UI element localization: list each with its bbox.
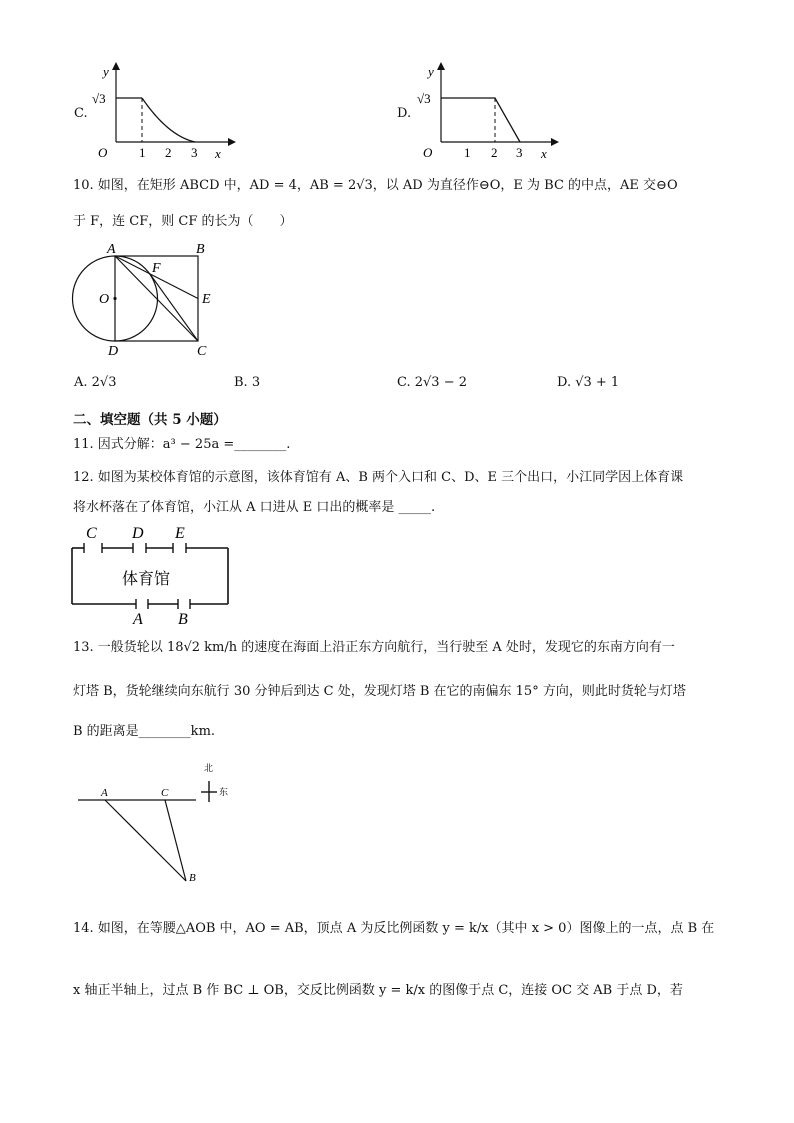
graph-c-x-tick-1: 1 xyxy=(139,145,146,160)
q10-figure xyxy=(66,238,226,360)
graph-d-origin: O xyxy=(423,145,433,160)
graph-d-y-label: y xyxy=(428,64,434,79)
graph-c xyxy=(88,58,238,166)
q14-line2: x 轴正半轴上，过点 B 作 BC ⊥ OB，交反比例函数 y = k/x 的图像于点 C，连接 OC 交 AB 于点 D，若 xyxy=(73,983,683,998)
q13-line2: 灯塔 B，货轮继续向东航行 30 分钟后到达 C 处，发现灯塔 B 在它的南偏东 15° 方向，则此时货轮与灯塔 xyxy=(73,684,686,699)
q13-line1: 13. 一般货轮以 18√2 km/h 的速度在海面上沿正东方向航行，当行驶至 A 处时，发现它的东南方向有一 xyxy=(73,640,675,655)
graph-c-x-label: x xyxy=(215,146,221,161)
q12-line1: 12. 如图为某校体育馆的示意图，该体育馆有 A、B 两个入口和 C、D、E 三个出口，小江同学因上体育课 xyxy=(73,470,684,485)
q13-label-c: C xyxy=(161,787,169,799)
section-title: 二、填空题（共 5 小题） xyxy=(73,412,227,428)
q13-east-label: 东 xyxy=(219,787,229,797)
option-c-label: C. xyxy=(74,106,88,121)
q13-line3: B 的距离是________km. xyxy=(73,724,216,739)
q12-figure xyxy=(66,518,236,628)
graph-d-x-label: x xyxy=(541,146,547,161)
q10-line2: 于 F，连 CF，则 CF 的长为（ ） xyxy=(73,214,293,229)
graph-c-origin: O xyxy=(98,145,108,160)
q10-option-c: C. 2√3 − 2 xyxy=(397,375,468,390)
graph-c-y-tick: √3 xyxy=(92,91,106,106)
q12-label-d: D xyxy=(132,525,144,542)
q10-label-d: D xyxy=(108,344,119,359)
q10-option-b: B. 3 xyxy=(234,375,261,390)
q10-label-o: O xyxy=(99,292,110,307)
q10-line1: 10. 如图，在矩形 ABCD 中，AD = 4，AB = 2√3，以 AD 为直径作⊖O，E 为 BC 的中点，AE 交⊖O xyxy=(73,178,678,193)
q10-option-a: A. 2√3 xyxy=(74,375,117,390)
q10-label-a: A xyxy=(107,242,116,257)
q13-north-label: 北 xyxy=(204,763,214,773)
q13-label-b: B xyxy=(189,872,196,884)
graph-d-x-tick-1: 1 xyxy=(464,145,471,160)
q12-line2: 将水杯落在了体育馆，小江从 A 口进从 E 口出的概率是 _____. xyxy=(73,500,436,515)
q10-label-f: F xyxy=(152,261,161,276)
graph-c-x-tick-2: 2 xyxy=(165,145,172,160)
q10-label-c: C xyxy=(197,344,207,359)
graph-d-x-tick-3: 3 xyxy=(516,145,523,160)
q12-label-e: E xyxy=(175,525,185,542)
graph-c-y-label: y xyxy=(103,64,109,79)
q10-option-d: D. √3 + 1 xyxy=(557,375,620,390)
option-d-label: D. xyxy=(397,106,412,121)
graph-d-y-tick: √3 xyxy=(417,91,431,106)
q10-label-e: E xyxy=(202,292,211,307)
q13-figure xyxy=(72,757,242,887)
q13-label-a: A xyxy=(101,787,108,799)
q14-line1: 14. 如图，在等腰△AOB 中，AO = AB，顶点 A 为反比例函数 y = k/x（其中 x > 0）图像上的一点，点 B 在 xyxy=(73,921,715,936)
graph-d-x-tick-2: 2 xyxy=(491,145,498,160)
q12-label-a: A xyxy=(133,611,143,628)
q10-label-b: B xyxy=(196,242,205,257)
graph-c-x-tick-3: 3 xyxy=(191,145,198,160)
q12-label-b: B xyxy=(178,611,188,628)
q12-label-c: C xyxy=(86,525,97,542)
q12-gym-name: 体育馆 xyxy=(122,571,171,588)
q11-text: 11. 因式分解：a³ − 25a =________. xyxy=(73,437,291,452)
graph-d xyxy=(413,58,563,166)
